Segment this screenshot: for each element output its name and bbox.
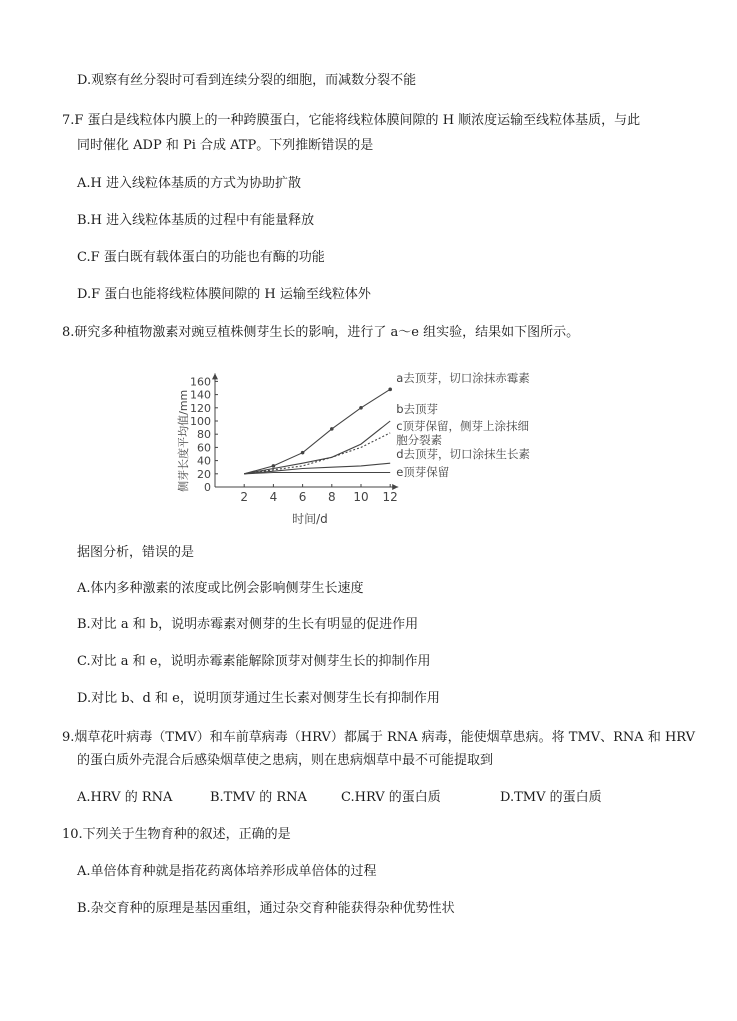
q9-stem-line2: 的蛋白质外壳混合后感染烟草使之患病，则在患病烟草中最不可能提取到 bbox=[77, 753, 494, 768]
q8-stem: 8.研究多种植物激素对豌豆植株侧芽生长的影响，进行了 a～e 组实验，结果如下图所示。 bbox=[62, 325, 580, 340]
q8-option-d: D.对比 b、d 和 e，说明顶芽通过生长素对侧芽生长有抑制作用 bbox=[77, 691, 440, 706]
q9-option-c: C.HRV 的蛋白质 bbox=[341, 790, 441, 805]
q7-option-b: B.H 进入线粒体基质的过程中有能量释放 bbox=[77, 213, 315, 228]
y-tick-label: 160 bbox=[190, 375, 211, 389]
y-tick-label: 20 bbox=[197, 467, 211, 481]
y-tick-label: 140 bbox=[190, 388, 211, 402]
legend-label-b: b去顶芽 bbox=[396, 402, 439, 416]
y-axis-label: 侧芽长度平均值/mm bbox=[177, 389, 190, 492]
q9-option-a: A.HRV 的 RNA bbox=[77, 790, 173, 805]
q10-option-b: B.杂交育种的原理是基因重组，通过杂交育种能获得杂种优势性状 bbox=[77, 901, 455, 916]
x-tick-label: 8 bbox=[327, 490, 336, 504]
series-marker-a bbox=[330, 427, 334, 431]
legend-label-c: c顶芽保留，侧芽上涂抹细胞分裂素 bbox=[396, 419, 530, 447]
x-tick-label: 12 bbox=[382, 490, 398, 504]
series-marker-a bbox=[388, 388, 392, 392]
q7-stem-line2: 同时催化 ADP 和 Pi 合成 ATP。下列推断错误的是 bbox=[77, 138, 374, 153]
q7-stem-line1: 7.F 蛋白是线粒体内膜上的一种跨膜蛋白，它能将线粒体膜间隙的 H 顺浓度运输至线粒体基质，与此 bbox=[62, 113, 641, 128]
y-tick-label: 120 bbox=[190, 401, 211, 415]
series-line-a bbox=[244, 389, 390, 474]
x-tick-label: 6 bbox=[298, 490, 307, 504]
series-marker-a bbox=[272, 464, 276, 468]
y-tick-label: 80 bbox=[197, 428, 211, 442]
q6-option-d: D.观察有丝分裂时可看到连续分裂的细胞，而减数分裂不能 bbox=[77, 73, 417, 88]
q7-option-d: D.F 蛋白也能将线粒体膜间隙的 H 运输至线粒体外 bbox=[77, 287, 371, 302]
x-axis-label: 时间/d bbox=[292, 512, 328, 526]
q10-stem: 10.下列关于生物育种的叙述，正确的是 bbox=[62, 827, 291, 842]
x-tick-label: 4 bbox=[269, 490, 278, 504]
q7-option-c: C.F 蛋白既有载体蛋白的功能也有酶的功能 bbox=[77, 250, 325, 265]
y-tick-label: 0 bbox=[204, 481, 211, 494]
q10-option-a: A.单倍体育种就是指花药离体培养形成单倍体的过程 bbox=[77, 864, 377, 879]
series-marker-a bbox=[301, 451, 305, 455]
lateral-bud-growth-chart bbox=[175, 360, 595, 530]
y-tick-label: 40 bbox=[197, 454, 211, 468]
y-tick-label: 60 bbox=[197, 441, 211, 455]
series-marker-a bbox=[359, 406, 363, 410]
legend-label-d: d去顶芽，切口涂抹生长素 bbox=[396, 447, 531, 461]
q8-option-a: A.体内多种激素的浓度或比例会影响侧芽生长速度 bbox=[77, 581, 364, 596]
q7-option-a: A.H 进入线粒体基质的方式为协助扩散 bbox=[77, 176, 301, 191]
x-tick-label: 10 bbox=[353, 490, 369, 504]
legend-label-e: e顶芽保留 bbox=[396, 465, 450, 479]
q9-option-d: D.TMV 的蛋白质 bbox=[500, 790, 602, 805]
q8-option-c: C.对比 a 和 e，说明赤霉素能解除顶芽对侧芽生长的抑制作用 bbox=[77, 654, 431, 669]
series-line-b bbox=[244, 421, 390, 474]
q9-options bbox=[77, 789, 637, 807]
series-line-e bbox=[244, 473, 390, 474]
q9-stem-line1: 9.烟草花叶病毒（TMV）和车前草病毒（HRV）都属于 RNA 病毒，能使烟草患病。将 TMV、RNA 和 HRV bbox=[62, 730, 696, 745]
x-tick-label: 2 bbox=[240, 490, 249, 504]
q8-prompt: 据图分析，错误的是 bbox=[77, 545, 195, 560]
q8-option-b: B.对比 a 和 b，说明赤霉素对侧芽的生长有明显的促进作用 bbox=[77, 617, 419, 632]
q9-option-b: B.TMV 的 RNA bbox=[210, 790, 307, 805]
y-tick-label: 100 bbox=[190, 415, 211, 428]
legend-label-a: a去顶芽，切口涂抹赤霉素 bbox=[396, 371, 530, 385]
y-axis-arrow bbox=[212, 373, 218, 379]
